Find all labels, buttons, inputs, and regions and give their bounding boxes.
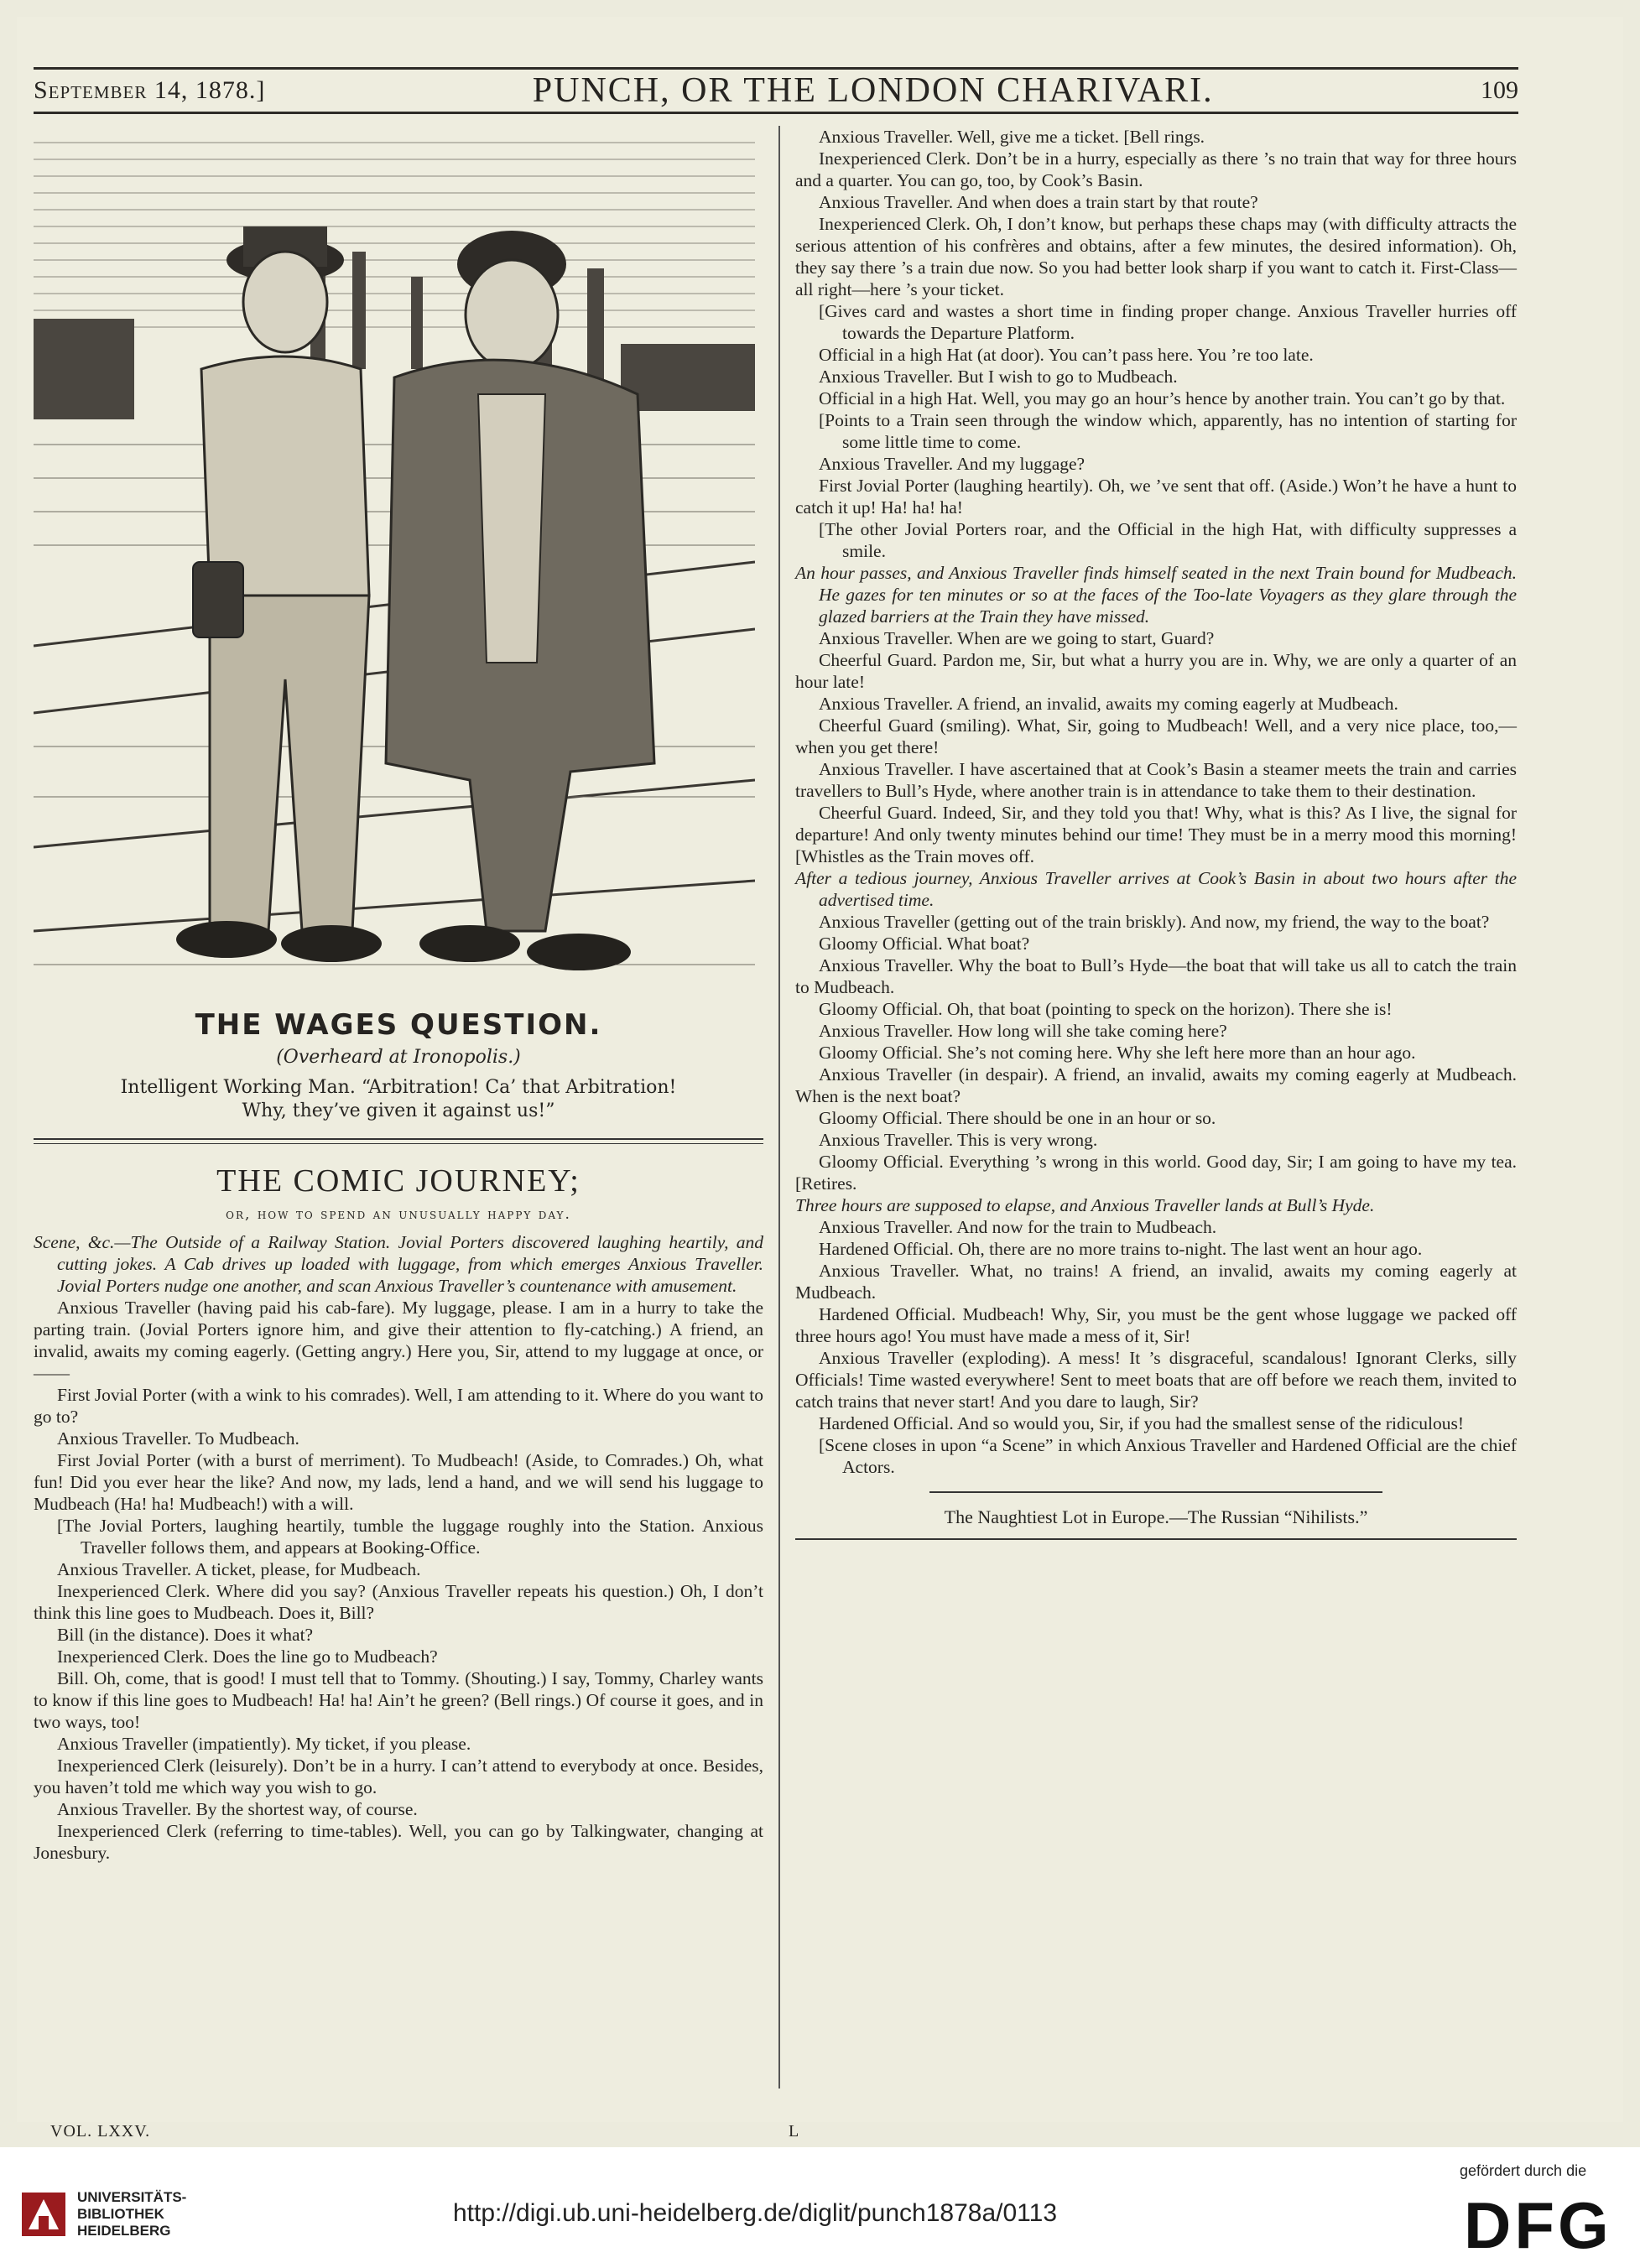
article-paragraph: Anxious Traveller. But I wish to go to Mudbeach. — [819, 367, 1178, 387]
article-body-left — [34, 1231, 763, 1864]
article-paragraph: Anxious Traveller. And when does a train start by that route? — [819, 192, 1258, 212]
article-paragraph: Anxious Traveller. And now for the train to Mudbeach. — [819, 1217, 1217, 1237]
header-page-number: 109 — [1481, 76, 1518, 104]
cartoon-title: THE WAGES QUESTION. — [195, 1008, 602, 1042]
library-name-line-1: UNIVERSITÄTS- — [77, 2189, 187, 2205]
right-column — [795, 126, 1517, 1540]
article-paragraph: Inexperienced Clerk. Where did you say? (Anxious Traveller repeats his question.) Oh, I don’t think this line goes to Mudbeach. Does it, Bill? — [34, 1581, 763, 1623]
page-header — [34, 67, 1518, 114]
cartoon-speech-line-1: Intelligent Working Man. “Arbitration! Ca’ that Arbitration! — [120, 1077, 677, 1098]
article-paragraph: Scene, &c.—The Outside of a Railway Station. Jovial Porters discovered laughing heartily, and cutting jokes. A Cab drives up loaded with luggage, from which emerges Anxious Traveller. Jovial Porters nudge one another, and scan Anxious Traveller’s countenance with amusement. — [34, 1232, 763, 1296]
column-divider — [778, 126, 780, 2089]
article-paragraph: Gloomy Official. Everything ’s wrong in this world. Good day, Sir; I am going to have my tea. [Retires. — [795, 1152, 1517, 1194]
article-body-right — [795, 126, 1517, 1478]
article-paragraph: An hour passes, and Anxious Traveller finds himself seated in the next Train bound for Mudbeach. He gazes for ten minutes or so at the faces of the Too-late Voyagers as they glare through the glazed barriers at the Train they have missed. — [795, 563, 1517, 627]
article-paragraph: Anxious Traveller. Well, give me a ticket. [Bell rings. — [819, 127, 1205, 147]
article-paragraph: Hardened Official. And so would you, Sir, if you had the smallest sense of the ridiculous! — [819, 1413, 1465, 1433]
article-paragraph: First Jovial Porter (with a burst of merriment). To Mudbeach! (Aside, to Comrades.) Oh, what fun! Did you ever hear the like? And now, my lads, lend a hand, and we will send his luggage to Mudbeach (Ha! ha! Mudbeach!) with a will. — [34, 1450, 763, 1514]
article-paragraph: Cheerful Guard. Pardon me, Sir, but what a hurry you are in. Why, we are only a quarter of an hour late! — [795, 650, 1517, 692]
article-paragraph: Bill (in the distance). Does it what? — [57, 1625, 314, 1645]
article-paragraph: [Gives card and wastes a short time in finding proper change. Anxious Traveller hurries off towards the Departure Platform. — [819, 301, 1517, 343]
article-paragraph: [Points to a Train seen through the window which, apparently, has no intention of starting for some little time to come. — [819, 410, 1517, 452]
article-paragraph: Anxious Traveller. To Mudbeach. — [57, 1428, 299, 1449]
article-paragraph: Anxious Traveller. This is very wrong. — [819, 1130, 1098, 1150]
article-paragraph: Bill. Oh, come, that is good! I must tell that to Tommy. (Shouting.) I say, Tommy, Charley wants to know if this line goes to Mudbeach! Ha! ha! Ain’t he green? (Bell rings.) Of course it goes, and in two ways, too! — [34, 1668, 763, 1732]
article-paragraph: Anxious Traveller. A ticket, please, for Mudbeach. — [57, 1559, 421, 1579]
article-paragraph: Gloomy Official. Oh, that boat (pointing to speck on the horizon). There she is! — [819, 999, 1393, 1019]
endnote: The Naughtiest Lot in Europe.—The Russian “Nihilists.” — [944, 1506, 1368, 1527]
digitization-strip — [0, 2147, 1640, 2268]
article-paragraph: [The other Jovial Porters roar, and the Official in the high Hat, with difficulty suppresses a smile. — [819, 519, 1517, 561]
article-paragraph: Anxious Traveller (exploding). A mess! It ’s disgraceful, scandalous! Ignorant Clerks, silly Officials! Time wasted everywhere! Sent to meet boats that are off before we reach them, invited to catch trains that never start! And you dare to laugh, Sir? — [795, 1348, 1517, 1412]
article-paragraph: Anxious Traveller (in despair). A friend, an invalid, awaits my coming eagerly at Mudbeach. When is the next boat? — [795, 1064, 1517, 1106]
article-paragraph: [The Jovial Porters, laughing heartily, tumble the luggage roughly into the Station. Anxious Traveller follows them, and appears at Booking-Office. — [57, 1516, 763, 1558]
article-paragraph: Anxious Traveller. Why the boat to Bull’s Hyde—the boat that will take us all to catch the train to Mudbeach. — [795, 955, 1517, 997]
endnote-rule — [795, 1538, 1517, 1540]
page-footer — [50, 2122, 1527, 2147]
article-paragraph: Gloomy Official. She’s not coming here. Why she left here more than an hour ago. — [819, 1043, 1416, 1063]
article-paragraph: Anxious Traveller. A friend, an invalid, awaits my coming eagerly at Mudbeach. — [819, 694, 1398, 714]
header-date: September 14, 1878.] — [34, 76, 266, 104]
article-paragraph: Hardened Official. Mudbeach! Why, Sir, you must be the gent whose luggage we packed off three hours ago! You must have made a mess of it, Sir! — [795, 1304, 1517, 1346]
article-paragraph: Anxious Traveller. And my luggage? — [819, 454, 1086, 474]
funding-label: gefördert durch die — [1460, 2162, 1587, 2179]
article-paragraph: Cheerful Guard (smiling). What, Sir, going to Mudbeach! Well, and a very nice place, too,—when you get there! — [795, 715, 1517, 757]
dfg-logo: DFG — [1464, 2188, 1612, 2262]
article-title: THE COMIC JOURNEY; — [216, 1163, 581, 1199]
article-end-rule — [929, 1491, 1382, 1493]
header-title: PUNCH, OR THE LONDON CHARIVARI. — [532, 71, 1214, 110]
university-library-logo — [20, 2189, 186, 2239]
article-subtitle: or, how to spend an unusually happy day. — [226, 1206, 571, 1223]
article-paragraph: Inexperienced Clerk (referring to time-tables). Well, you can go by Talkingwater, changing at Jonesbury. — [34, 1821, 763, 1863]
article-paragraph: Hardened Official. Oh, there are no more trains to-night. The last went an hour ago. — [819, 1239, 1423, 1259]
article-paragraph: Cheerful Guard. Indeed, Sir, and they told you that! Why, what is this? As I live, the signal for departure! And only twenty minutes behind our time! They must be in a merry mood this morning! [Whistles as the Train moves off. — [795, 803, 1517, 866]
article-paragraph: [Scene closes in upon “a Scene” in which Anxious Traveller and Hardened Official are the chief Actors. — [819, 1435, 1517, 1477]
article-paragraph: Anxious Traveller. What, no trains! A friend, an invalid, awaits my coming eagerly at Mudbeach. — [795, 1261, 1517, 1303]
volume-label: VOL. LXXV. — [50, 2122, 151, 2141]
permalink-url[interactable]: http://digi.ub.uni-heidelberg.de/diglit/punch1878a/0113 — [453, 2199, 1057, 2227]
cartoon-engraving — [34, 126, 755, 990]
signature-mark: L — [789, 2122, 799, 2141]
article-paragraph: Inexperienced Clerk. Don’t be in a hurry, especially as there ’s no train that way for three hours and a quarter. You can go, too, by Cook’s Basin. — [795, 148, 1517, 190]
article-paragraph: Anxious Traveller. How long will she take coming here? — [819, 1021, 1227, 1041]
section-divider — [34, 1138, 763, 1144]
article-paragraph: Gloomy Official. What boat? — [819, 934, 1030, 954]
article-paragraph: Anxious Traveller (having paid his cab-fare). My luggage, please. I am in a hurry to take the parting train. (Jovial Porters ignore him, and give their attention to fly-catching.) A friend, an invalid, awaits my coming eagerly. (Getting angry.) Here you, Sir, attend to my luggage at once, or—— — [34, 1298, 763, 1383]
article-paragraph: Anxious Traveller (getting out of the train briskly). And now, my friend, the way to the boat? — [819, 912, 1490, 932]
cartoon-subtitle: (Overheard at Ironopolis.) — [276, 1047, 521, 1068]
left-column — [34, 126, 763, 1864]
article-paragraph: Anxious Traveller. When are we going to start, Guard? — [819, 628, 1215, 648]
article-paragraph: Three hours are supposed to elapse, and Anxious Traveller lands at Bull’s Hyde. — [795, 1195, 1375, 1215]
library-name-line-2: BIBLIOTHEK — [77, 2206, 164, 2222]
article-paragraph: Gloomy Official. There should be one in an hour or so. — [819, 1108, 1216, 1128]
library-emblem-icon — [20, 2191, 67, 2238]
article-paragraph: Inexperienced Clerk. Does the line go to Mudbeach? — [57, 1646, 438, 1667]
article-paragraph: Anxious Traveller (impatiently). My ticket, if you please. — [57, 1734, 471, 1754]
article-paragraph: Official in a high Hat. Well, you may go an hour’s hence by another train. You can’t go by that. — [819, 388, 1506, 408]
article-paragraph: First Jovial Porter (laughing heartily). Oh, we ’ve sent that off. (Aside.) Won’t he have a hunt to catch it up! Ha! ha! ha! — [795, 476, 1517, 518]
article-paragraph: Inexperienced Clerk. Oh, I don’t know, but perhaps these chaps may (with difficulty attracts the serious attention of his confrères and obtains, after a few minutes, the desired information). Oh, they say there ’s a train due now. So you had better look sharp if you want to catch it. First-Class—all right—here ’s your ticket. — [795, 214, 1517, 299]
article-paragraph: Inexperienced Clerk (leisurely). Don’t be in a hurry. I can’t attend to everybody at once. Besides, you haven’t told me which way you wish to go. — [34, 1756, 763, 1797]
cartoon-caption — [34, 1076, 763, 1123]
article-paragraph: After a tedious journey, Anxious Traveller arrives at Cook’s Basin in about two hours after the advertised time. — [795, 868, 1517, 910]
article-paragraph: Anxious Traveller. By the shortest way, of course. — [57, 1799, 418, 1819]
cartoon-illustration — [34, 126, 755, 990]
article-paragraph: Official in a high Hat (at door). You can’t pass here. You ’re too late. — [819, 345, 1314, 365]
article-paragraph: First Jovial Porter (with a wink to his comrades). Well, I am attending to it. Where do you want to go to? — [34, 1385, 763, 1427]
article-paragraph: Anxious Traveller. I have ascertained that at Cook’s Basin a steamer meets the train and carries travellers to Bull’s Hyde, where another train is in attendance to take them to their destination. — [795, 759, 1517, 801]
cartoon-speech-line-2: Why, they’ve given it against us!” — [242, 1100, 555, 1121]
library-name-line-3: HEIDELBERG — [77, 2223, 171, 2239]
